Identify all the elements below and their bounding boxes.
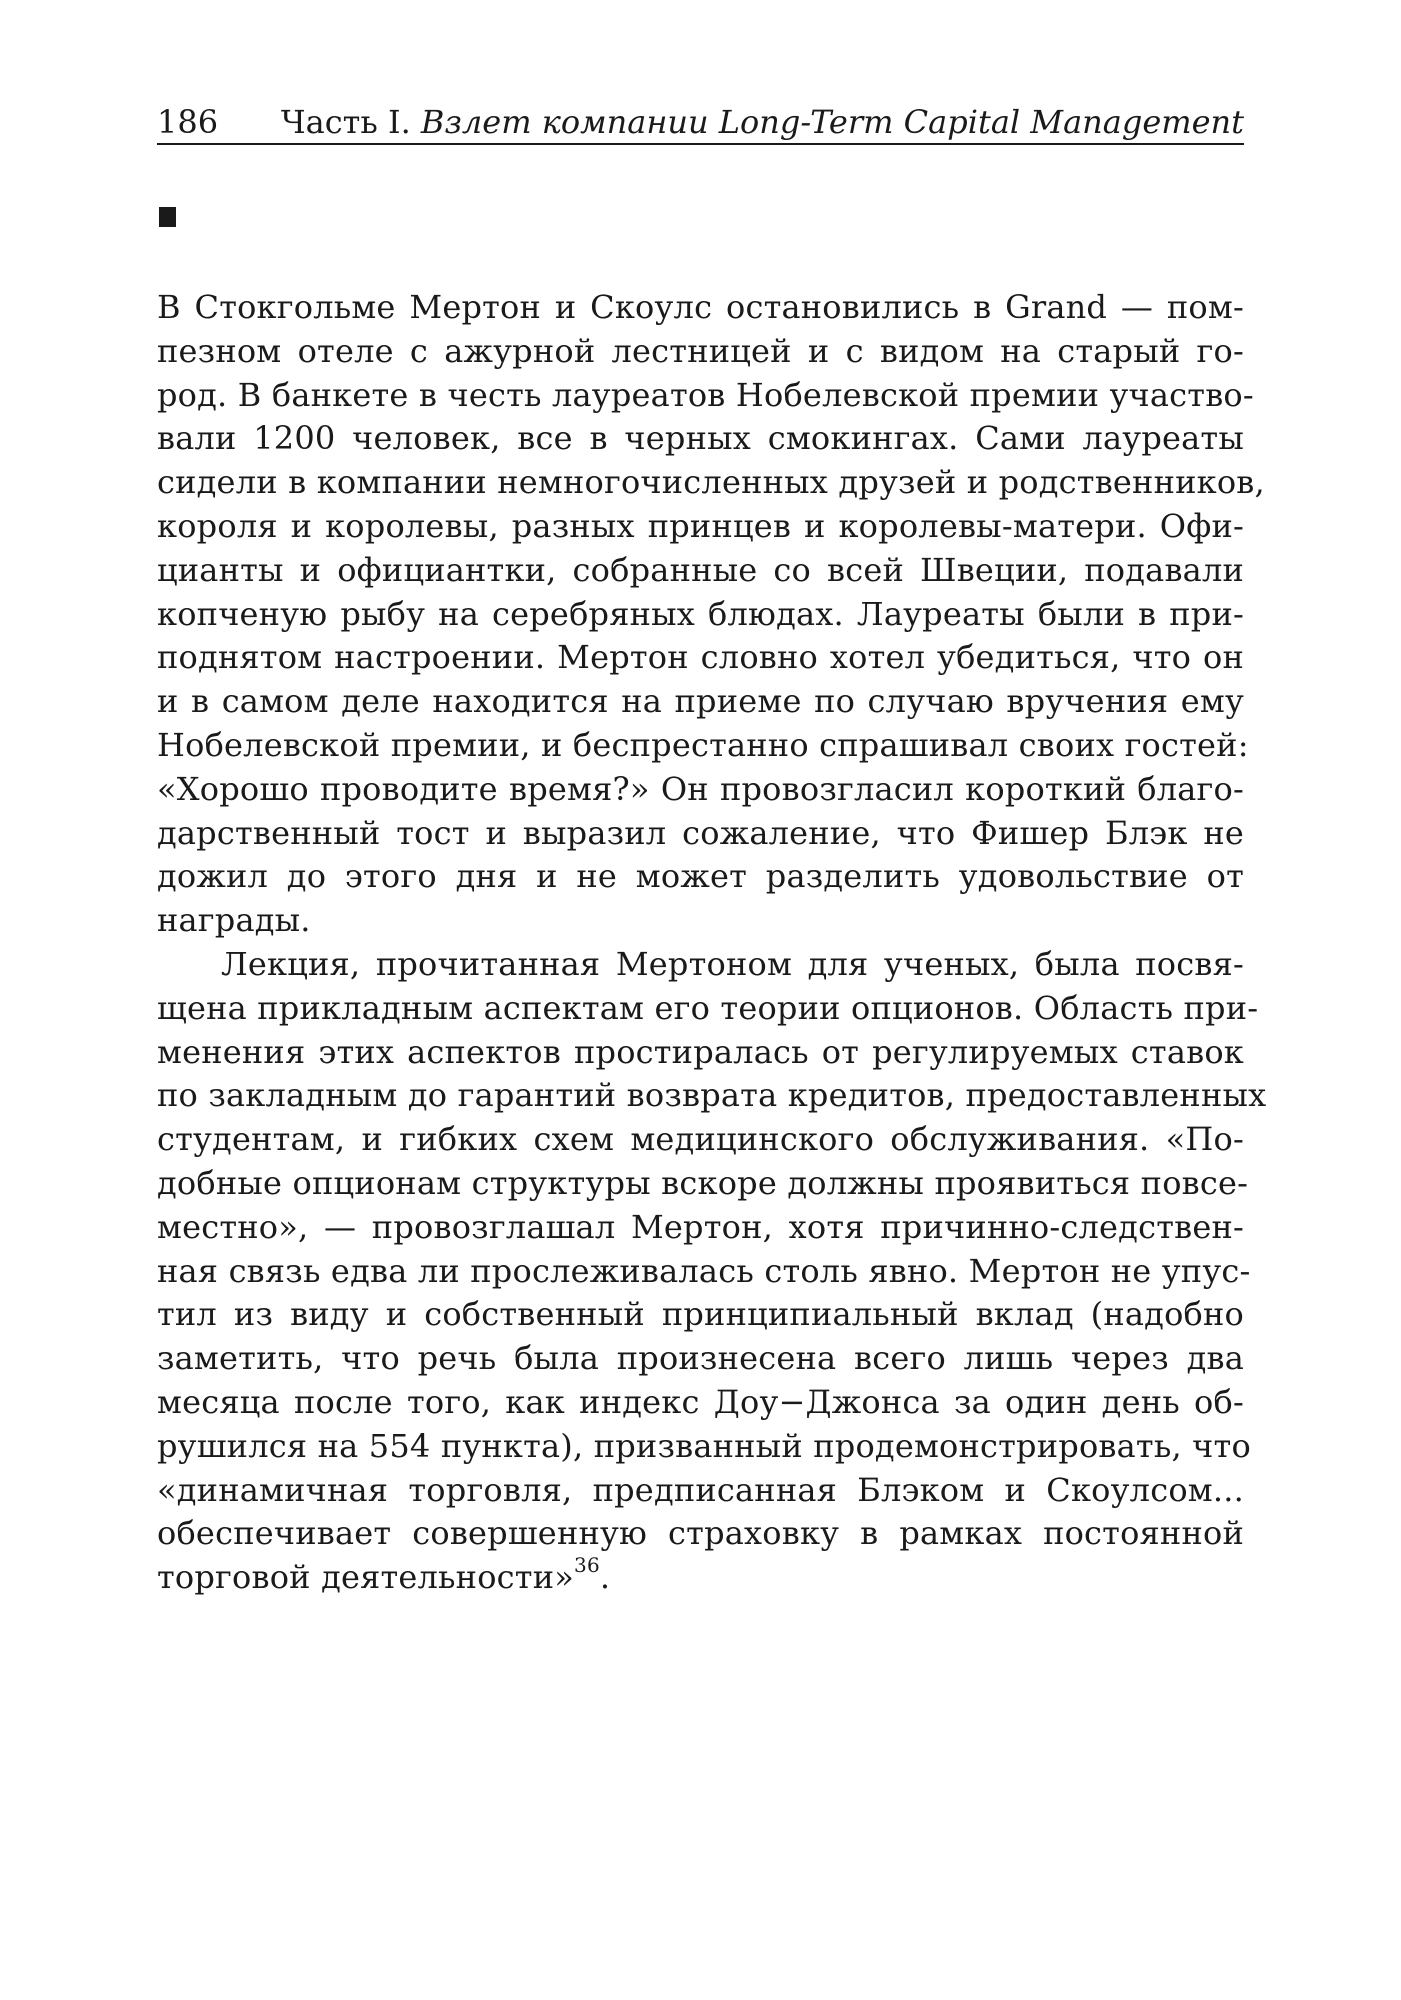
text-line: В Стокгольме Мертон и Скоулс остановились в Grand — пом- <box>157 288 1244 326</box>
text-line: сидели в компании немногочисленных друзей и родственников, <box>157 463 1265 502</box>
running-header <box>157 102 1244 142</box>
section-break-marker <box>159 207 176 227</box>
text-line: тил из виду и собственный принципиальный вклад (надобно <box>157 1295 1244 1334</box>
text-line: «Хорошо проводите время?» Он провозгласил короткий благо- <box>157 769 1244 808</box>
text-line: пезном отеле с ажурной лестницей и с видом на старый го- <box>157 331 1244 370</box>
footnote-reference[interactable]: 36 <box>574 1553 600 1578</box>
running-title <box>281 102 1244 142</box>
text-line: ная связь едва ли прослеживалась столь явно. Мертон не упус- <box>157 1251 1251 1290</box>
text-line: поднятом настроении. Мертон словно хотел убедиться, что он <box>157 638 1244 677</box>
text-line: обеспечивает совершенную страховку в рамках постоянной <box>157 1514 1244 1553</box>
text-line: Лекция, прочитанная Мертоном для ученых, была посвя- <box>221 944 1244 983</box>
text-line: щена прикладным аспектам его теории опционов. Область при- <box>157 988 1259 1027</box>
text-line: «динамичная торговля, предписанная Блэком и Скоулсом... <box>157 1470 1244 1509</box>
trailing-punctuation: . <box>599 1558 611 1597</box>
text-line: рушился на 554 пункта), призванный продемонстрировать, что <box>157 1426 1251 1465</box>
text-line: и в самом деле находится на приеме по случаю вручения ему <box>157 682 1244 721</box>
text-line: копченую рыбу на серебряных блюдах. Лауреаты были в при- <box>157 594 1244 633</box>
text-line: заметить, что речь была произнесена всего лишь через два <box>157 1339 1244 1378</box>
paragraph-2 <box>157 943 1267 1600</box>
paragraph-1 <box>157 286 1265 943</box>
text-line: цианты и официантки, собранные со всей Швеции, подавали <box>157 550 1244 589</box>
text-line: вали 1200 человек, все в черных смокингах. Сами лауреаты <box>157 419 1244 458</box>
text-line: короля и королевы, разных принцев и королевы-матери. Офи- <box>157 506 1244 545</box>
part-label: Часть I. <box>280 103 411 141</box>
text-line: награды. <box>157 901 311 940</box>
text-line: по закладным до гарантий возврата кредитов, предоставленных <box>157 1076 1267 1115</box>
page-number: 186 <box>157 103 219 141</box>
text-line: студентам, и гибких схем медицинского обслуживания. «По- <box>157 1120 1244 1159</box>
text-line: месяца после того, как индекс Доу−Джонса за один день об- <box>157 1382 1244 1421</box>
header-rule <box>157 143 1244 145</box>
text-line: род. В банкете в честь лауреатов Нобелевской премии участво- <box>157 375 1254 414</box>
text-line: дожил до этого дня и не может разделить удовольствие от <box>157 857 1244 896</box>
text-line: добные опционам структуры вскоре должны проявиться повсе- <box>157 1163 1249 1202</box>
text-line: менения этих аспектов простиралась от регулируемых ставок <box>157 1032 1244 1071</box>
part-title: Взлет компании Long-Term Capital Management <box>420 103 1244 141</box>
text-line: дарственный тост и выразил сожаление, что Фишер Блэк не <box>157 813 1244 852</box>
text-line-content: торговой деятельности» <box>157 1558 575 1597</box>
text-line: Нобелевской премии, и беспрестанно спрашивал своих гостей: <box>157 725 1249 764</box>
text-line: местно», — провозглашал Мертон, хотя причинно-следствен- <box>157 1207 1244 1246</box>
body-text <box>157 286 1267 1600</box>
text-line-with-footnote <box>157 1553 1244 1600</box>
